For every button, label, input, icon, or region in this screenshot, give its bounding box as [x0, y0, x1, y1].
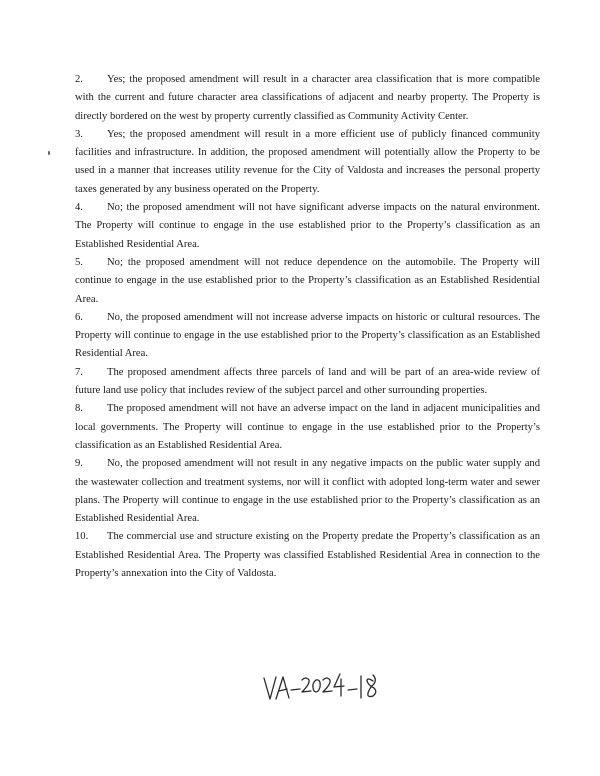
response-item	[75, 199, 540, 254]
response-item	[75, 71, 540, 126]
item-number: 4.	[75, 202, 83, 214]
item-text: Yes; the proposed amendment will result in a more efficient use of publicly financed community facilities and infrastructure. In addition, the proposed amendment will potentially allow the Property to be used in a manner that increases utility revenue for the City of Valdosta and increases the personal property taxes generated by any business operated on the Property.	[75, 128, 540, 195]
item-number: 10.	[75, 531, 89, 543]
item-number: 5.	[75, 256, 83, 268]
response-item	[75, 364, 540, 401]
response-item	[75, 528, 540, 583]
response-item	[75, 126, 540, 199]
handwritten-case-number	[260, 668, 390, 708]
item-text: No, the proposed amendment will not result in any negative impacts on the public water supply and the wastewater collection and treatment systems, nor will it conflict with adopted long-term water and sewer plans. The Property will continue to engage in the use established prior to the Property’s classification as an Established Residential Area.	[75, 458, 540, 525]
item-text: No, the proposed amendment will not increase adverse impacts on historic or cultural resources. The Property will continue to engage in the use established prior to the Property’s classification as an Established Residential Area.	[75, 311, 540, 360]
item-number: 9.	[75, 458, 83, 470]
item-text: The proposed amendment will not have an adverse impact on the land in adjacent municipalities and local governments. The Property will continue to engage in the use established prior to the Property’s classification as an Established Residential Area.	[75, 403, 540, 451]
item-text: Yes; the proposed amendment will result in a character area classification that is more compatible with the current and future character area classifications of adjacent and nearby property. The Property is directly bordered on the west by property currently classified as Community Activity Center.	[75, 74, 540, 122]
response-item	[75, 400, 540, 455]
item-text: No; the proposed amendment will not have significant adverse impacts on the natural environment. The Property will continue to engage in the use established prior to the Property’s classification as an Established Residential Area.	[75, 202, 540, 250]
item-number: 2.	[75, 74, 83, 85]
item-text: The proposed amendment affects three parcels of land and will be part of an area-wide review of future land use policy that includes review of the subject parcel and other surrounding properties.	[75, 366, 540, 397]
response-item	[75, 254, 540, 309]
item-text: No; the proposed amendment will not reduce dependence on the automobile. The Property will continue to engage in the use established prior to the Property’s classification as an Established Residential Area.	[75, 256, 540, 305]
response-item	[75, 309, 540, 364]
item-number: 7.	[75, 366, 83, 378]
item-text: The commercial use and structure existing on the Property predate the Property’s classification as an Established Residential Area. The Property was classified Established Residential Area in connection to the Property’s annexation into the City of Valdosta.	[75, 531, 540, 580]
item-number: 3.	[75, 128, 83, 140]
response-item	[75, 455, 540, 528]
item-number: 6.	[75, 311, 83, 323]
numbered-responses	[75, 71, 540, 583]
item-number: 8.	[75, 403, 83, 415]
scan-mark	[48, 151, 50, 155]
